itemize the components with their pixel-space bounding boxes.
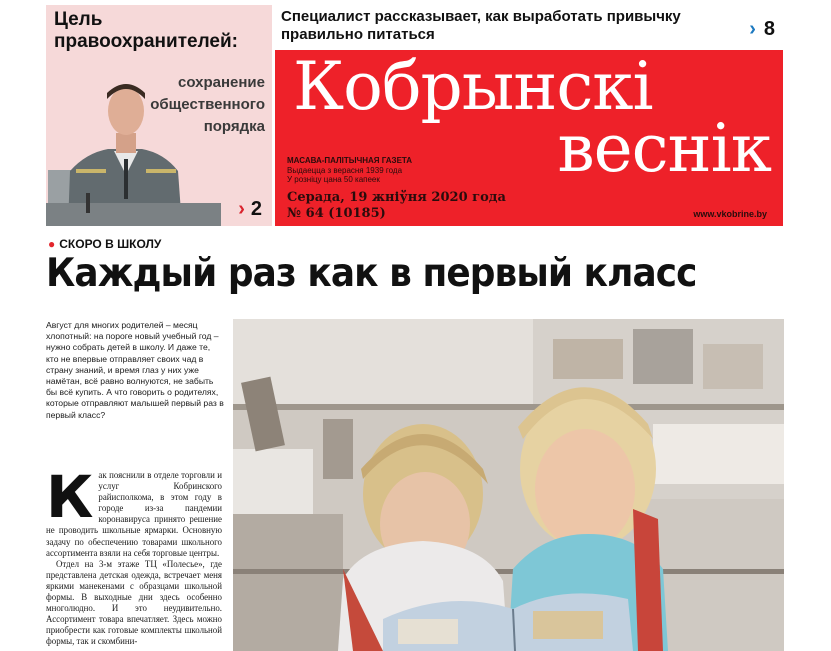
website-link[interactable]: www.vkobrine.by [693,209,767,219]
article-rubric-label: СКОРО В ШКОЛУ [59,237,162,251]
teaser-top[interactable] [275,5,783,48]
chevron-right-icon: › [749,18,756,40]
article-lead: Август для многих родителей – месяц хлопотный: на пороге новый учебный год – нужно собрать детей в школу. И даже те, кто не впервые отправляет своих чад в страну знаний, и время глаз у них уже намётан, всё равно волнуются, не забыть бы всё купить. А что говорить о родителях, которые отправляют малышей первый раз в первый класс? [46,320,224,420]
teaser-top-page-number: 8 [763,18,775,40]
drop-cap: К [46,463,94,531]
article-body [46,463,222,648]
teaser-left-page-number: 2 [250,198,262,220]
teaser-left-title: Цель правоохранителей: [54,9,238,52]
article-headline: Каждый раз как в первый класс [46,251,697,296]
article-paragraph [46,463,222,559]
masthead [275,50,783,226]
article-paragraph: Отдел на 3-м этаже ТЦ «Полесье», где представлена детская одежда, встречает меня яркими манекенами с образцами школьной формы. В выходные дни здесь особенно многолюдно. И это неудивительно. Ассортимент товара впечатляет. Здесь можно приобрести как готовые комплекты школьной формы, так и скомбини- [46,558,222,647]
teaser-top-text: Специалист рассказывает, как выработать привычку правильно питаться [281,8,681,43]
bullet-dot-icon: ● [48,237,56,251]
masthead-title-line1: Кобрынскі [293,50,653,125]
teaser-left-subtitle: сохранение общественного порядка [150,74,265,135]
issue-number: № 64 (10185) [287,206,386,221]
masthead-title-line2: веснік [557,110,771,187]
teaser-top-page-ref[interactable] [749,18,775,40]
article-paragraph-1-text: ак пояснили в отделе торговли и услуг Кобринского райисполкома, в этом году в городе из-за пандемии коронавируса принято решение не проводить школьные ярмарки. Основную задачу по обеспечению товарами школьного ассортимента взяли на себя торговые центры. [46,470,222,558]
teaser-left[interactable] [46,5,272,226]
article-rubric [48,237,161,251]
chevron-right-icon: › [238,198,245,220]
teaser-left-page-ref[interactable] [238,198,262,220]
masthead-price: У розніцу цана 50 капеек [287,175,380,184]
issue-date: Серада, 19 жніўня 2020 года [287,190,506,205]
masthead-tagline: МАСАВА-ПАЛІТЫЧНАЯ ГАЗЕТА [287,156,413,165]
article-photo [233,319,784,651]
masthead-issued-since: Выдаецца з верасня 1939 года [287,166,403,175]
